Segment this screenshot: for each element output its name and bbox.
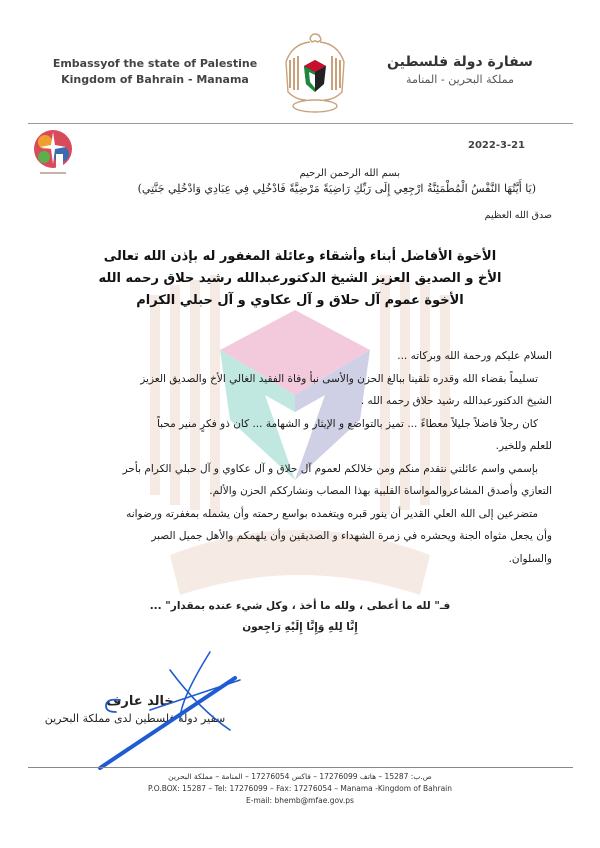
header-divider (28, 123, 573, 124)
paragraph-3-line-2: التعازي وأصدق المشاعروالمواساة القلبية بهذا المصاب ونشارككم الحزن والألم. (209, 485, 552, 497)
paragraph-2-line-2: للعلم وللخير. (495, 440, 552, 452)
paragraph-3-line-1: بإسمي واسم عائلتي نتقدم منكم ومن خلالكم لعموم آل حلاق و آل عكاوي و آل حبلي الكرام بأحر (122, 462, 538, 475)
footer-arabic-address: ص.ب: 15287 – هاتف 17276099 – فاكس 17276054 – المنامة – مملكة البحرين (168, 772, 432, 781)
addressee-line1: الأخوة الأفاضل أبناء وأشقاء وعائلة المغفور له بإذن الله تعالى (103, 249, 497, 264)
paragraph-4-line-2: وأن يجعل مثواه الجنة ويحشره في زمرة الشهداء و الصديقين وأن يلهمكم والأهل جميل الصبر (151, 530, 552, 542)
arabic-letterhead-line2: مملكة البحرين - المنامة (406, 73, 514, 86)
handwritten-signature-icon (60, 640, 250, 770)
signatory-name: خالد عارف (106, 694, 174, 709)
paragraph-4-line-1: متضرعين إلى الله العلي القدير أن ينور قبره ويتغمده بواسع رحمته وأن يشمله بمغفرته ورضوانه (126, 507, 538, 520)
footer-divider (28, 767, 573, 768)
paragraph-1-line-1: تسليماً بقضاء الله وقدره تلقينا ببالغ الحزن والأسى نبأ وفاة الفقيد الغالي الأخ والصديق العزيز (140, 372, 538, 385)
paragraph-4-line-3: والسلوان. (508, 552, 552, 565)
addressee-line2: الأخ و الصديق العزيز الشيخ الدكتورعبدالله رشيد حلاق رحمه الله (98, 271, 502, 286)
addressee-block (60, 246, 540, 312)
letter-body (42, 345, 552, 570)
palestine-eagle-emblem-icon (280, 28, 350, 118)
english-letterhead-line1: Embassyof the state of Palestine (52, 57, 258, 70)
basmala: بسم الله الرحمن الرحيم (299, 168, 400, 179)
footer-contact (100, 771, 500, 807)
arabic-letterhead-line1: سفارة دولة فلسطين (387, 54, 533, 70)
english-letterhead (40, 56, 270, 88)
addressee-line3: الأخوة عموم آل حلاق و آل عكاوي و آل حبلي الكرام (136, 293, 464, 308)
footer-english-address: P.O.BOX: 15287 – Tel: 17276099 – Fax: 17276054 – Manama -Kingdom of Bahrain (147, 784, 453, 793)
english-letterhead-line2: Kingdom of Bahrain - Manama (61, 73, 249, 86)
letter-date: 2022-3-21 (468, 140, 526, 151)
arabic-letterhead (360, 52, 560, 88)
closing-line2: إِنَّا لِلهِ وَإِنَّا إِلَيْهِ رَاجِعون (242, 621, 358, 633)
footer-email[interactable]: E-mail: bhemb@mfae.gov.ps (246, 796, 354, 805)
closing-line1: فـ" لله ما أعطى ، ولله ما أخذ ، وكل شيء عنده بمقدار" ... (149, 600, 451, 612)
closing-block (100, 596, 500, 638)
quran-verse: (يَا أَيَّتُهَا النَّفْسُ الْمُطْمَئِنَّةُ ارْجِعِي إِلَى رَبِّكِ رَاضِيَةً مَرْضِيَّةً فَادْخُلِي فِي عِبَادِي وَادْخُلِي جَنَّتِي) (137, 182, 536, 195)
bethlehem-logo-icon (30, 128, 76, 180)
paragraph-1-line-2: الشيخ الدكتورعبدالله رشيد حلاق رحمه الله . (360, 395, 552, 407)
paragraph-2-line-1: كان رجلاً فاضلاً جليلاً معطاءً ... تميز بالتواضع و الإيثار و الشهامة ... كان ذو فكرٍ منير محباً (156, 417, 538, 430)
greeting: السلام عليكم ورحمة الله وبركاته ... (397, 350, 552, 362)
sadaq-allah: صدق الله العظيم (484, 210, 552, 221)
signatory-title: سفير دولة فلسطين لدى مملكة البحرين (44, 712, 226, 725)
